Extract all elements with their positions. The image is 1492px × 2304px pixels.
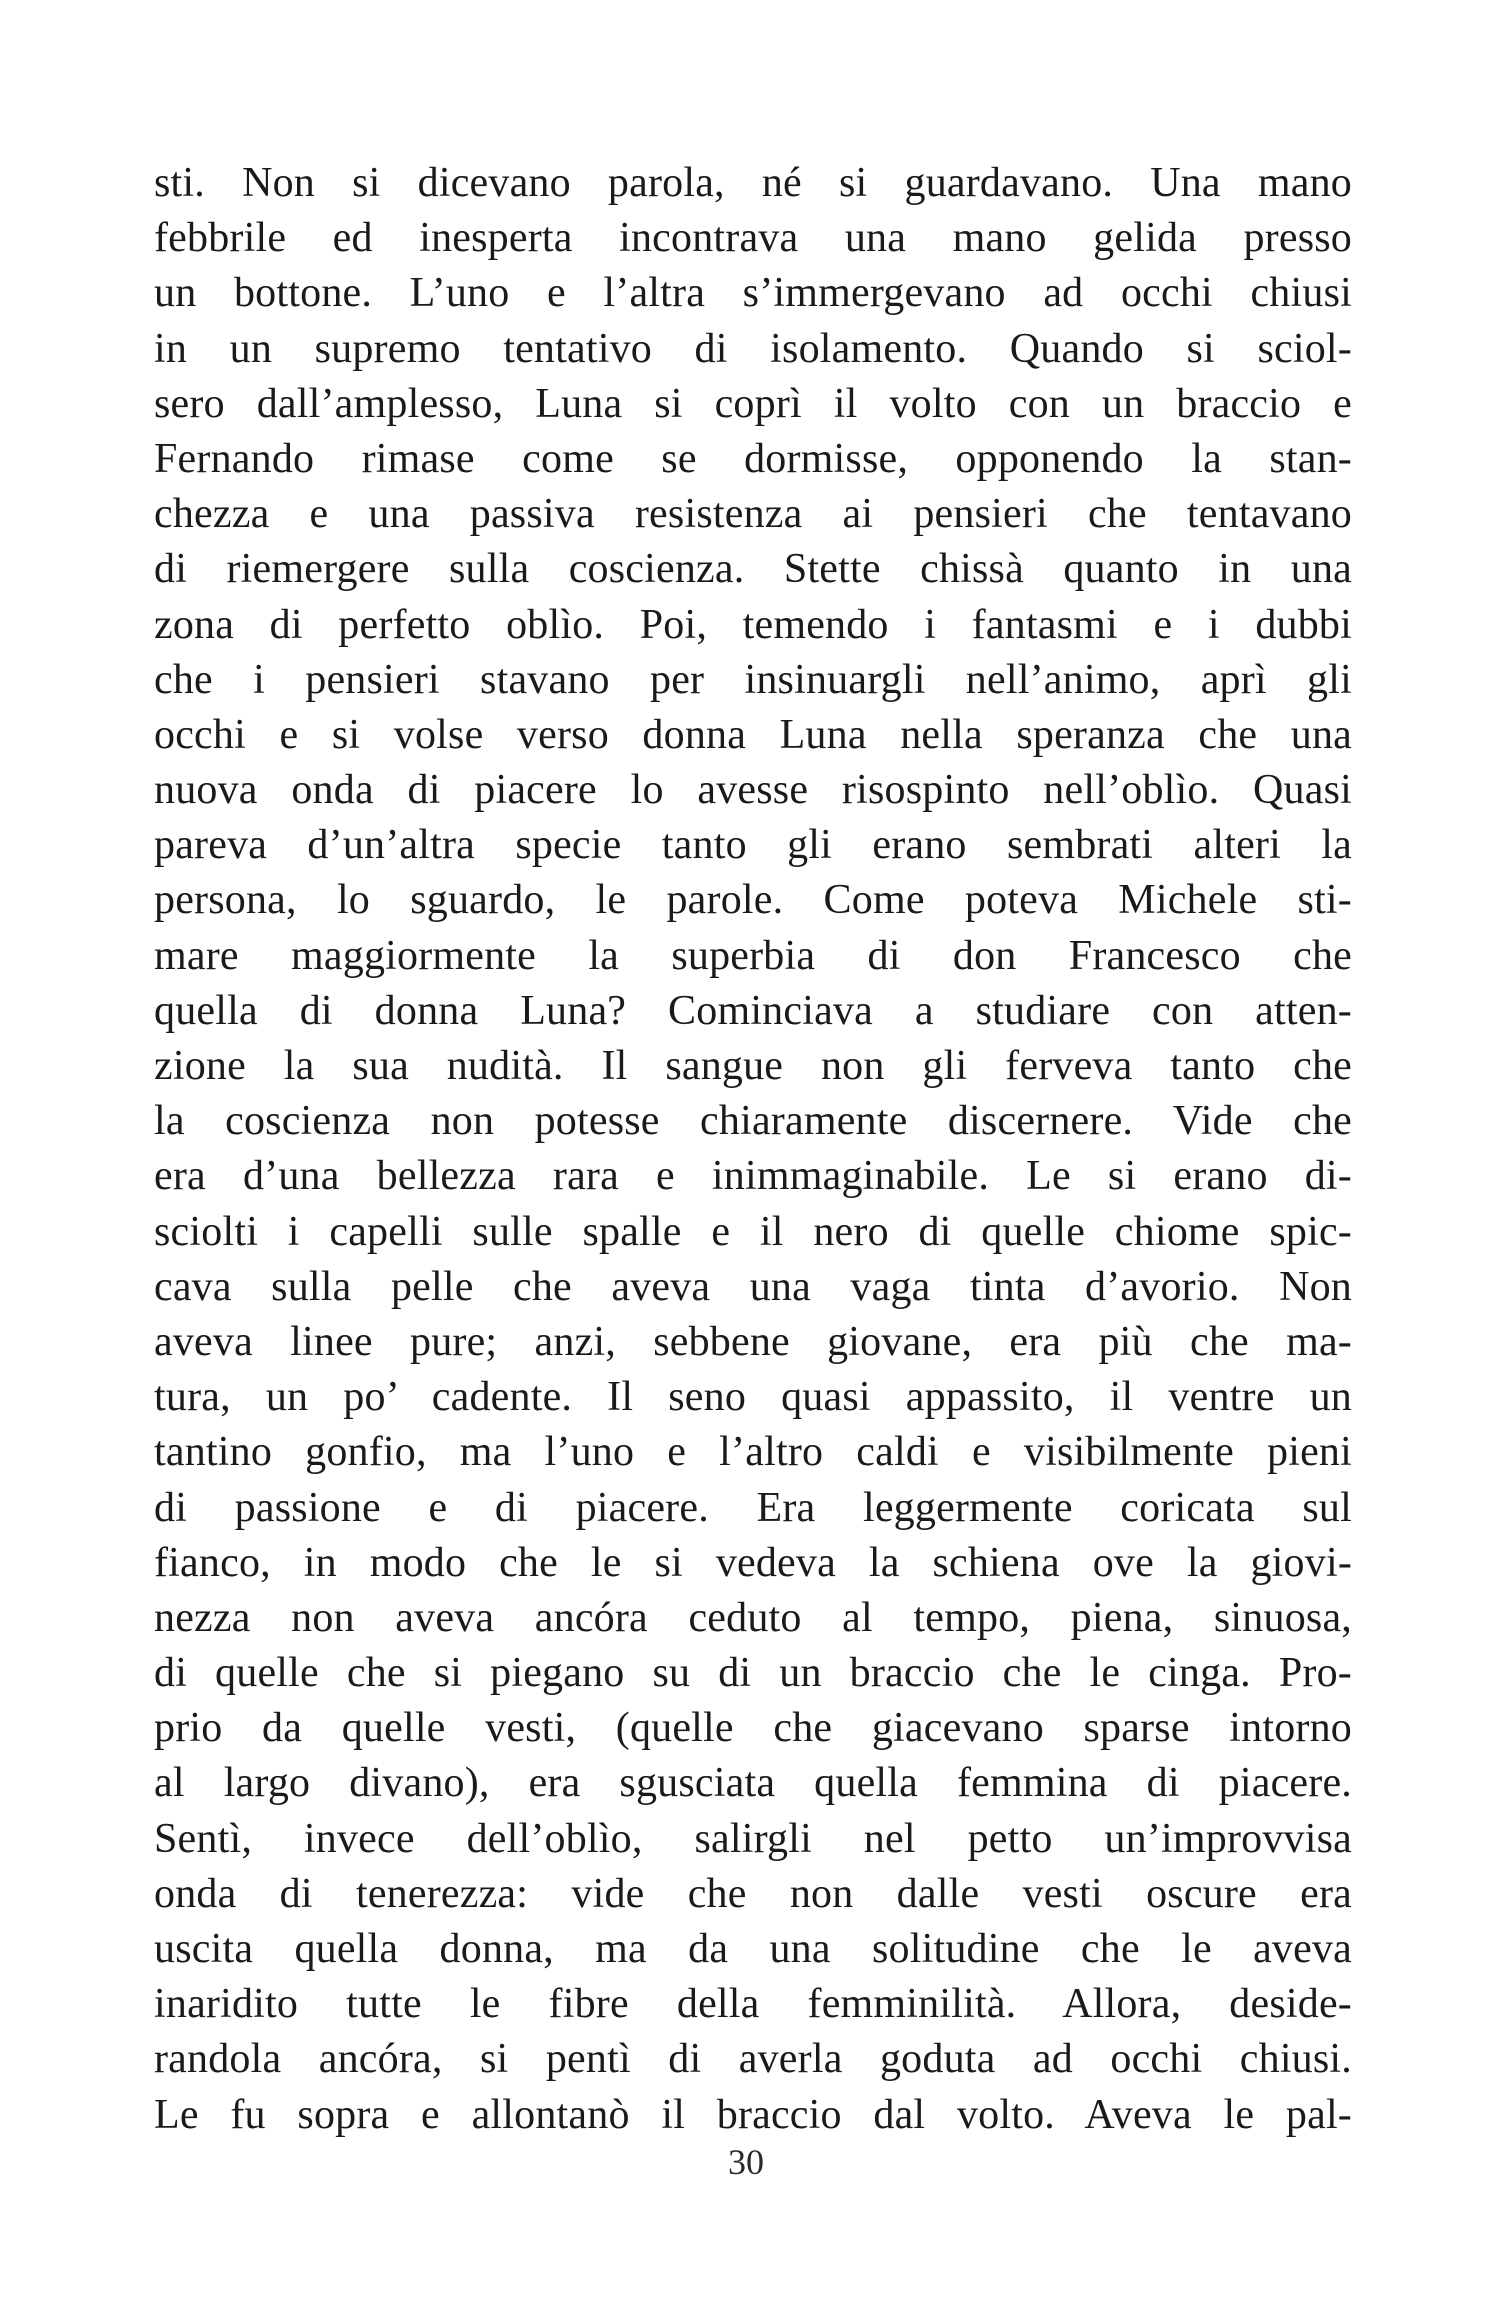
text-line: aveva linee pure; anzi, sebbene giovane, era più che ma- bbox=[154, 1318, 1352, 1365]
text-line: di riemergere sulla coscienza. Stette chissà quanto in una bbox=[154, 546, 1352, 593]
text-line: tantino gonfio, ma l’uno e l’altro caldi e visibilmente pieni bbox=[154, 1429, 1352, 1476]
text-line: randola ancóra, si pentì di averla goduta ad occhi chiusi. bbox=[154, 2036, 1352, 2083]
text-line: occhi e si volse verso donna Luna nella speranza che una bbox=[154, 711, 1352, 758]
page-number: 30 bbox=[728, 2142, 764, 2182]
text-line: inaridito tutte le fibre della femminilità. Allora, deside- bbox=[154, 1981, 1352, 2028]
text-line: al largo divano), era sgusciata quella femmina di piacere. bbox=[154, 1760, 1352, 1807]
text-line: di passione e di piacere. Era leggermente coricata sul bbox=[154, 1484, 1352, 1531]
text-line: un bottone. L’uno e l’altra s’immergevano ad occhi chiusi bbox=[154, 270, 1352, 317]
text-line: Le fu sopra e allontanò il braccio dal volto. Aveva le pal- bbox=[154, 2091, 1352, 2138]
text-line: fianco, in modo che le si vedeva la schiena ove la giovi- bbox=[154, 1539, 1352, 1586]
text-line: di quelle che si piegano su di un braccio che le cinga. Pro- bbox=[154, 1650, 1352, 1697]
text-line: tura, un po’ cadente. Il seno quasi appassito, il ventre un bbox=[154, 1374, 1352, 1421]
text-line: sti. Non si dicevano parola, né si guardavano. Una mano bbox=[154, 160, 1352, 206]
text-line: prio da quelle vesti, (quelle che giacevano sparse intorno bbox=[154, 1705, 1352, 1752]
text-line: la coscienza non potesse chiaramente discernere. Vide che bbox=[154, 1098, 1352, 1145]
text-line: pareva d’un’altra specie tanto gli erano sembrati alteri la bbox=[154, 822, 1352, 869]
text-line: cava sulla pelle che aveva una vaga tinta d’avorio. Non bbox=[154, 1263, 1352, 1310]
text-line: persona, lo sguardo, le parole. Come poteva Michele sti- bbox=[154, 877, 1352, 924]
text-line: Fernando rimase come se dormisse, opponendo la stan- bbox=[154, 435, 1352, 482]
body-text bbox=[154, 156, 1352, 2143]
text-line: Sentì, invece dell’oblìo, salirgli nel petto un’improvvisa bbox=[154, 1815, 1352, 1862]
text-line: quella di donna Luna? Cominciava a studiare con atten- bbox=[154, 987, 1352, 1034]
text-line: febbrile ed inesperta incontrava una mano gelida presso bbox=[154, 215, 1352, 262]
text-line: onda di tenerezza: vide che non dalle vesti oscure era bbox=[154, 1870, 1352, 1917]
text-line: nezza non aveva ancóra ceduto al tempo, piena, sinuosa, bbox=[154, 1594, 1352, 1641]
text-line: nuova onda di piacere lo avesse risospinto nell’oblìo. Quasi bbox=[154, 767, 1352, 814]
text-line: era d’una bellezza rara e inimmaginabile. Le si erano di- bbox=[154, 1153, 1352, 1200]
text-line: che i pensieri stavano per insinuargli nell’animo, aprì gli bbox=[154, 656, 1352, 703]
text-line: uscita quella donna, ma da una solitudine che le aveva bbox=[154, 1926, 1352, 1972]
text-line: sciolti i capelli sulle spalle e il nero di quelle chiome spic- bbox=[154, 1208, 1352, 1255]
text-line: sero dall’amplesso, Luna si coprì il volto con un braccio e bbox=[154, 380, 1352, 427]
text-line: in un supremo tentativo di isolamento. Quando si sciol- bbox=[154, 325, 1352, 372]
text-line: chezza e una passiva resistenza ai pensieri che tentavano bbox=[154, 491, 1352, 538]
text-line: zione la sua nudità. Il sangue non gli ferveva tanto che bbox=[154, 1043, 1352, 1089]
text-line: mare maggiormente la superbia di don Francesco che bbox=[154, 932, 1352, 979]
text-line: zona di perfetto oblìo. Poi, temendo i fantasmi e i dubbi bbox=[154, 601, 1352, 648]
